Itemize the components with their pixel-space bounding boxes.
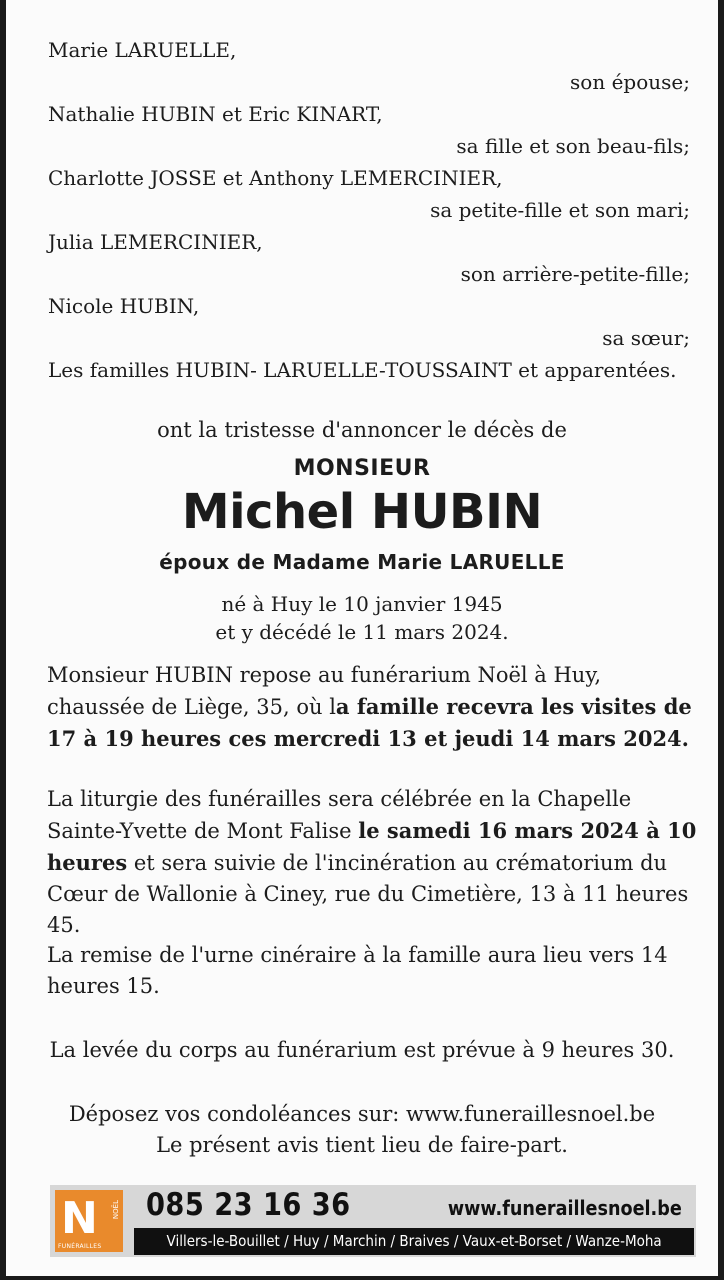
family-member-name: Nathalie HUBIN et Eric KINART, — [48, 102, 383, 126]
logo-side-text: NOËL — [112, 1200, 120, 1220]
logo-letter: N — [61, 1193, 98, 1244]
funeral-home-logo — [55, 1190, 123, 1252]
condolences-link-text: Déposez vos condoléances sur: www.funeraillesnoel.be — [68, 1102, 656, 1126]
family-member-name: Marie LARUELLE, — [48, 38, 237, 62]
family-list — [48, 34, 690, 386]
levee-paragraph: La levée du corps au funérarium est prévue à 9 heures 30. — [49, 1038, 675, 1062]
deceased-spouse: époux de Madame Marie LARUELLE — [159, 550, 565, 574]
funeral-cremation: et sera suivie de l'incinération au crématorium du Cœur de Wallonie à Ciney, rue du Cimetière, 13 à 11 heures 45. — [47, 851, 689, 937]
closing-notes — [6, 1099, 718, 1161]
phone-number: 085 23 16 36 — [146, 1187, 351, 1223]
deceased-title: MONSIEUR — [293, 456, 431, 481]
deceased-name: Michel HUBIN — [181, 484, 543, 540]
family-member-relation: sa sœur; — [602, 326, 690, 350]
logo-subtext: FUNÉRAILLES — [58, 1243, 102, 1250]
funeral-text: La liturgie des funérailles sera célébrée en la Chapelle Sainte-Yvette de Mont Falise — [47, 787, 632, 843]
death-date: et y décédé le 11 mars 2024. — [215, 620, 509, 644]
announcement-intro: ont la tristesse d'annoncer le décès de — [157, 418, 567, 442]
life-dates — [6, 590, 718, 646]
birth-date: né à Huy le 10 janvier 1945 — [221, 592, 503, 616]
obituary-notice — [6, 0, 718, 1276]
family-member-relation: son arrière-petite-fille; — [460, 262, 690, 286]
visitation-text: Monsieur HUBIN repose au funérarium Noël à Huy, chaussée de Liège, 35, où l — [47, 663, 602, 719]
funeral-home-banner — [50, 1185, 696, 1257]
family-entry — [48, 98, 690, 162]
families-line: Les familles HUBIN- LARUELLE-TOUSSAINT et apparentées. — [48, 358, 677, 382]
family-entry — [48, 34, 690, 98]
family-member-relation: sa fille et son beau-fils; — [456, 134, 690, 158]
visitation-paragraph — [47, 660, 697, 755]
visitation-hours: a famille recevra les visites de 17 à 19 heures ces mercredi 13 et jeudi 14 mars 2024. — [47, 694, 692, 751]
urn-paragraph: La remise de l'urne cinéraire à la famille aura lieu vers 14 heures 15. — [47, 943, 668, 998]
family-member-name: Julia LEMERCINIER, — [48, 230, 263, 254]
funeral-datetime: le samedi 16 mars 2024 à 10 heures — [47, 818, 697, 875]
family-entry — [48, 226, 690, 290]
family-entry — [48, 162, 690, 226]
family-member-relation: son épouse; — [570, 70, 690, 94]
family-member-name: Charlotte JOSSE et Anthony LEMERCINIER, — [48, 166, 503, 190]
towns-list: Villers-le-Bouillet / Huy / Marchin / Braives / Vaux-et-Borset / Wanze-Moha — [166, 1232, 662, 1250]
family-member-relation: sa petite-fille et son mari; — [430, 198, 690, 222]
notice-text: Le présent avis tient lieu de faire-part. — [156, 1133, 568, 1157]
family-entry — [48, 290, 690, 354]
website-url: www.funeraillesnoel.be — [448, 1196, 682, 1220]
funeral-paragraph — [47, 784, 697, 941]
towns-strip — [134, 1228, 694, 1255]
family-member-name: Nicole HUBIN, — [48, 294, 200, 318]
